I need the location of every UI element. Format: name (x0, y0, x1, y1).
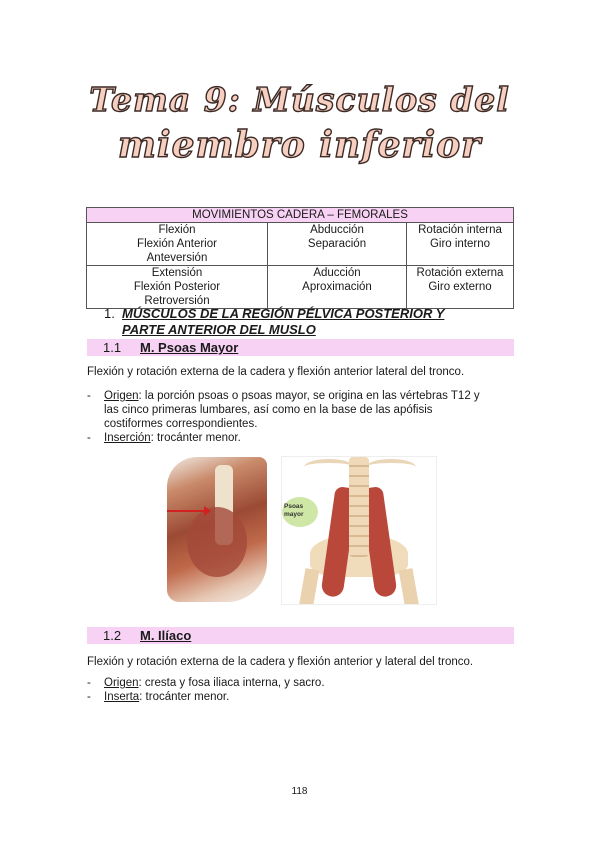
list-label: Inserción (104, 432, 151, 444)
subsection-title: M. Ilíaco (140, 628, 192, 643)
table-cell (268, 266, 407, 309)
list-label: Origen (104, 390, 139, 402)
section-title-line2: PARTE ANTERIOR DEL MUSLO (122, 322, 316, 337)
cell-line: Flexión (158, 224, 196, 236)
pelvis-lateral-illustration (167, 457, 267, 602)
psoas-anatomy-illustration (281, 456, 437, 605)
page-number: 118 (291, 786, 308, 797)
cell-line: Anteversión (146, 252, 208, 264)
list-dash: - (87, 677, 91, 689)
list-label: Origen (104, 677, 139, 689)
list-item (87, 389, 507, 431)
cell-line: Aducción (313, 267, 361, 279)
list-dash: - (87, 691, 91, 703)
subsection-number: 1.1 (103, 340, 122, 355)
cell-line: Giro externo (428, 281, 492, 293)
cell-line: Retroversión (144, 295, 210, 307)
section-title-line1: MÚSCULOS DE LA REGIÓN PÉLVICA POSTERIOR Y (122, 306, 445, 321)
table-cell (407, 223, 514, 266)
section-number: 1. (104, 306, 115, 321)
spine-shape (349, 457, 369, 557)
cell-line: Rotación externa (416, 267, 504, 279)
table-cell (87, 223, 268, 266)
cell-line: Separación (307, 238, 367, 250)
cell-line: Rotación interna (418, 224, 502, 236)
list-text: costiformes correspondientes. (104, 418, 258, 430)
subsection-heading-psoas (87, 339, 514, 356)
list-label: Inserta (104, 691, 140, 703)
subsection-number: 1.2 (103, 628, 122, 643)
cell-line: Abducción (310, 224, 364, 236)
psoas-description: Flexión y rotación externa de la cadera y flexión anterior lateral del tronco. (87, 366, 465, 378)
femur-shape (299, 568, 320, 605)
page-title-line1: Tema 9: Músculos del (89, 80, 510, 119)
list-dash: - (87, 432, 91, 444)
list-text: : trocánter menor. (139, 691, 230, 703)
subsection-heading-iliaco (87, 627, 514, 644)
cell-line: Aproximación (302, 281, 372, 293)
cell-line: Flexión Anterior (137, 238, 217, 250)
list-text: : trocánter menor. (150, 432, 241, 444)
list-dash: - (87, 390, 91, 402)
iliaco-list (87, 676, 507, 704)
cell-line: Extensión (151, 267, 203, 279)
list-item (87, 690, 507, 704)
list-text: : la porción psoas o psoas mayor, se origina en las vértebras T12 y (138, 390, 480, 402)
femur-shape (399, 568, 420, 605)
subsection-title: M. Psoas Mayor (140, 340, 239, 355)
list-text: : cresta y fosa iliaca interna, y sacro. (138, 677, 325, 689)
iliaco-description: Flexión y rotación externa de la cadera y flexión anterior y lateral del tronco. (87, 656, 474, 668)
page-title-line2: miembro inferior (117, 124, 482, 166)
list-item (87, 431, 507, 445)
rib-shape (366, 459, 416, 475)
section-heading (104, 306, 504, 338)
bubble-line: mayor (284, 511, 304, 518)
movements-table (86, 207, 514, 309)
muscle-shape (187, 507, 247, 577)
bubble-line: Psoas (284, 503, 304, 510)
list-item (87, 676, 507, 690)
cell-line: Flexión Posterior (133, 281, 221, 293)
table-cell (268, 223, 407, 266)
psoas-label-bubble (282, 497, 318, 527)
table-row (87, 223, 514, 266)
table-row (87, 266, 514, 309)
table-header: MOVIMIENTOS CADERA – FEMORALES (87, 208, 514, 223)
rib-shape (304, 459, 354, 475)
table-cell (87, 266, 268, 309)
table-cell (407, 266, 514, 309)
arrow-icon (167, 510, 207, 512)
list-text: las cinco primeras lumbares, así como en la base de las apófisis (104, 404, 433, 416)
cell-line: Giro interno (429, 238, 491, 250)
psoas-list (87, 389, 507, 445)
